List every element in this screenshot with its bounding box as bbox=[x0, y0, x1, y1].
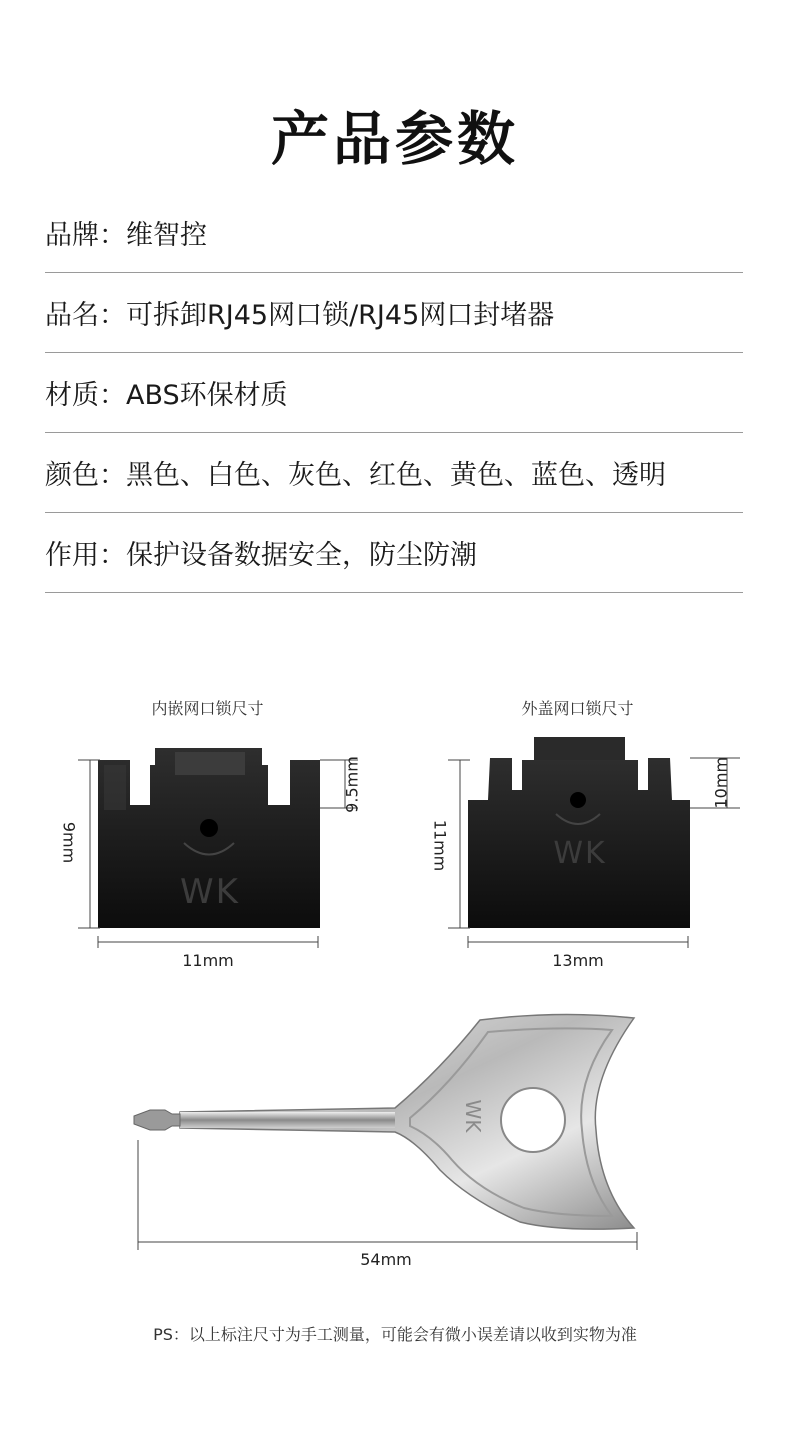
inner-lock-caption: 内嵌网口锁尺寸 bbox=[151, 699, 264, 718]
key-logo: WK bbox=[461, 1099, 485, 1133]
spec-value: 可拆卸RJ45网口锁/RJ45网口封堵器 bbox=[126, 300, 555, 331]
outer-lock-logo: WK bbox=[553, 836, 607, 871]
spec-value: ABS环保材质 bbox=[126, 380, 288, 411]
spec-label: 作用： bbox=[45, 540, 126, 571]
outer-lock-image bbox=[468, 737, 690, 928]
outer-lock-top-label: 10mm bbox=[711, 756, 731, 809]
page-title: 产品参数 bbox=[270, 105, 519, 173]
spec-value: 保护设备数据安全，防尘防潮 bbox=[126, 540, 477, 571]
spec-label: 颜色： bbox=[45, 460, 126, 491]
inner-lock-top-label: 9.5mm bbox=[342, 756, 362, 813]
spec-label: 材质： bbox=[45, 380, 126, 411]
spec-value: 维智控 bbox=[126, 220, 207, 251]
outer-lock-width-label: 13mm bbox=[552, 951, 604, 970]
measurement-note: PS：以上标注尺寸为手工测量，可能会有微小误差请以收到实物为准 bbox=[153, 1325, 637, 1344]
outer-lock-caption: 外盖网口锁尺寸 bbox=[521, 699, 634, 718]
key-length-label: 54mm bbox=[360, 1250, 412, 1269]
spec-label: 品牌： bbox=[45, 220, 126, 251]
inner-lock-logo: WK bbox=[180, 872, 240, 912]
key-image bbox=[134, 1014, 634, 1229]
inner-lock-width-label: 11mm bbox=[182, 951, 234, 970]
spec-label: 品名： bbox=[45, 300, 126, 331]
outer-lock-height-label: 11mm bbox=[430, 819, 450, 872]
inner-lock-height-label: 9mm bbox=[59, 821, 79, 864]
spec-value: 黑色、白色、灰色、红色、黄色、蓝色、透明 bbox=[126, 460, 666, 491]
